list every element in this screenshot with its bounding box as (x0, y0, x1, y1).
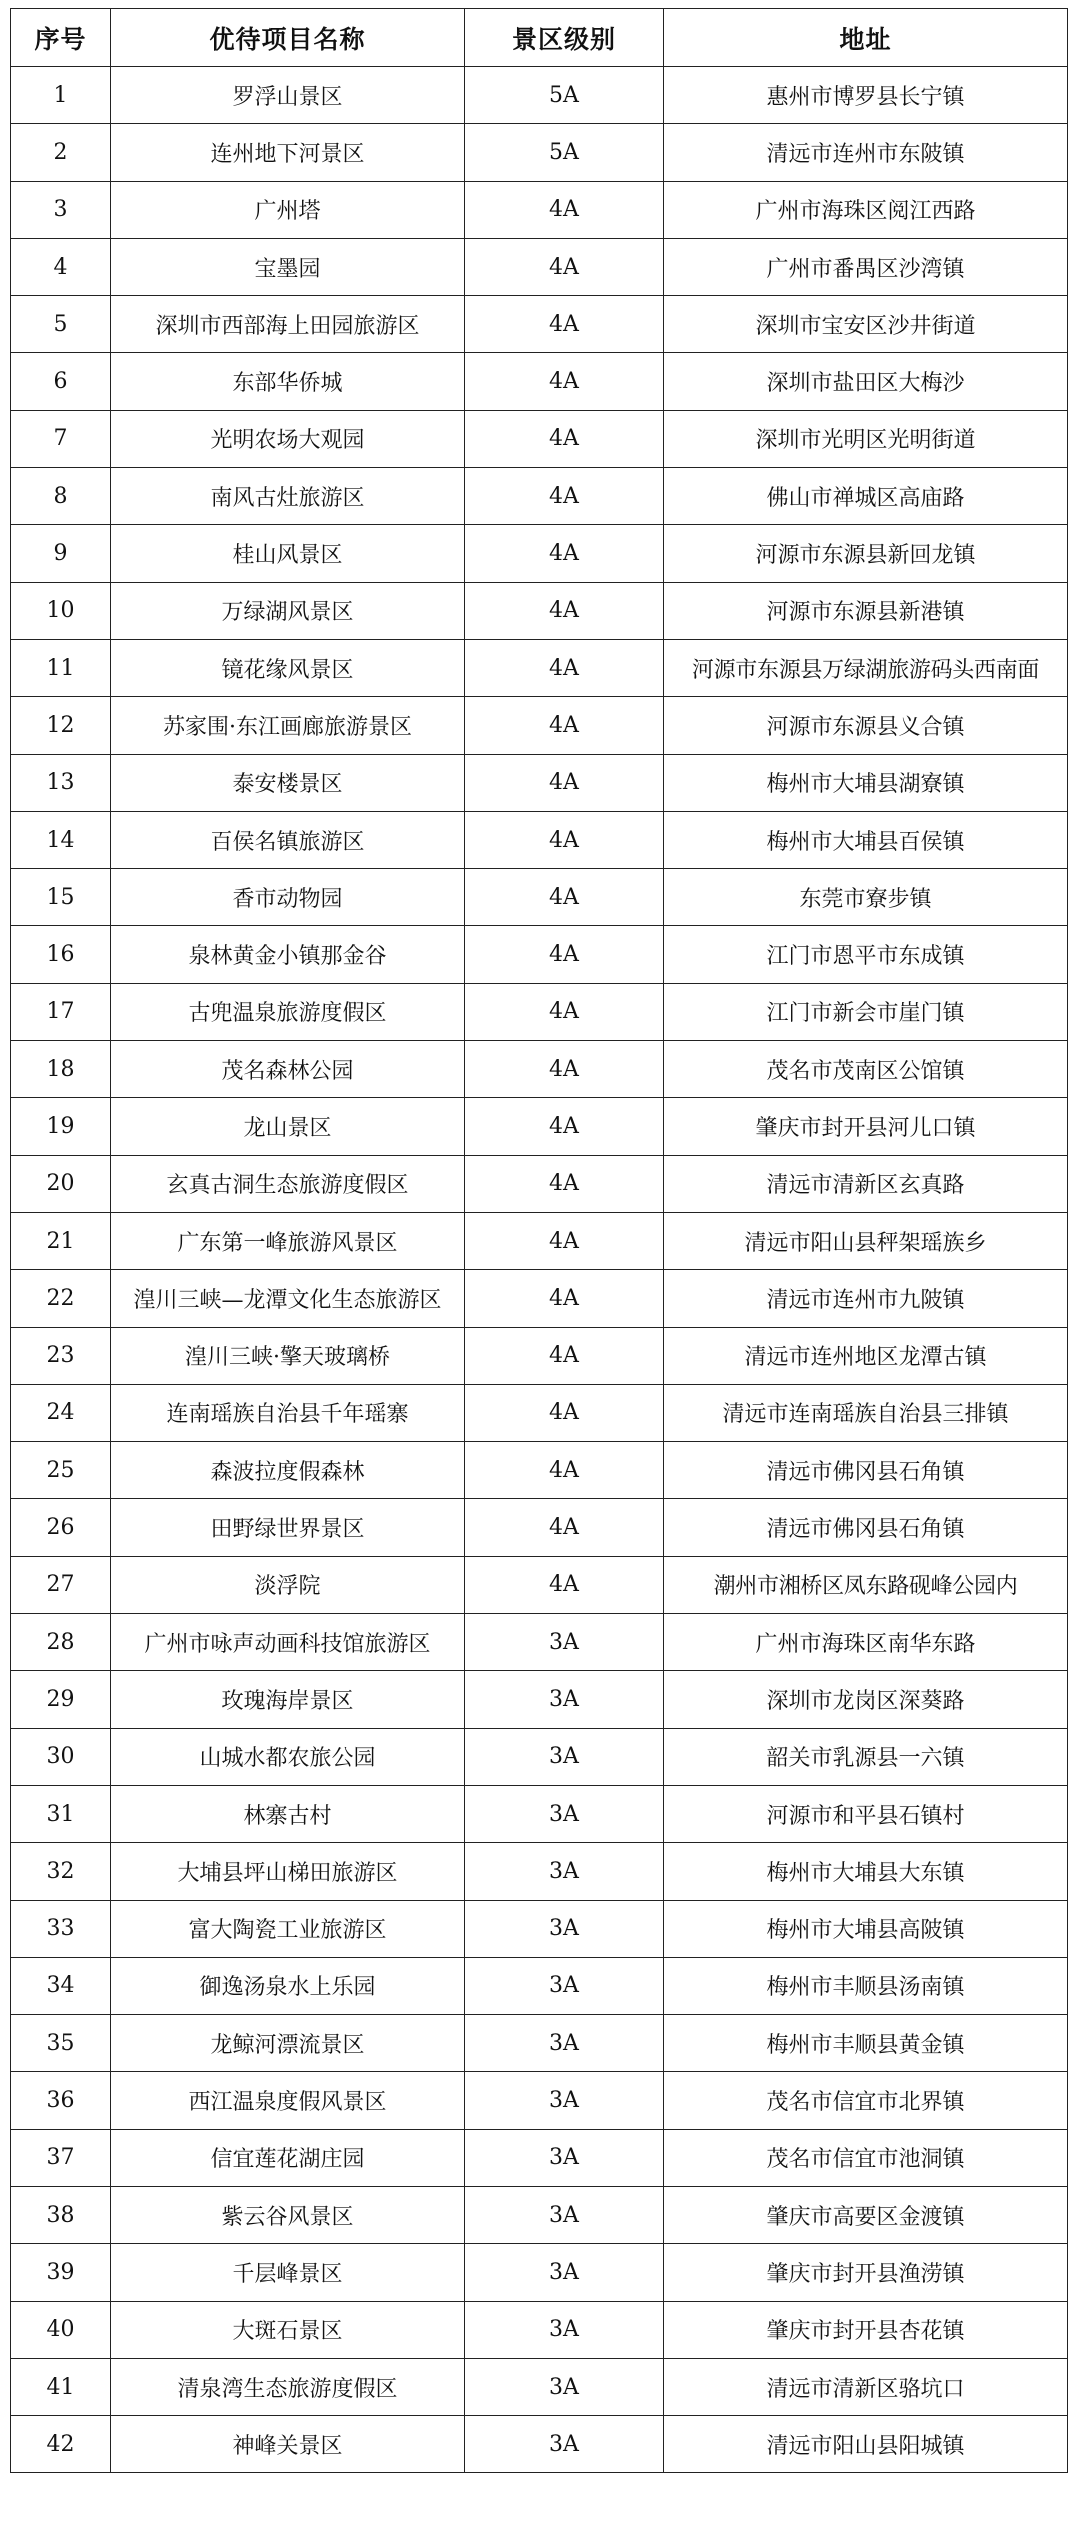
table-row (11, 1614, 1068, 1671)
cell-index: 11 (11, 639, 111, 696)
cell-index: 38 (11, 2186, 111, 2243)
table-row (11, 238, 1068, 295)
cell-level: 4A (465, 238, 664, 295)
cell-index: 2 (11, 124, 111, 181)
cell-name: 罗浮山景区 (111, 67, 465, 124)
cell-address: 深圳市光明区光明街道 (664, 410, 1068, 467)
cell-index: 37 (11, 2129, 111, 2186)
cell-level: 4A (465, 983, 664, 1040)
cell-name: 茂名森林公园 (111, 1041, 465, 1098)
header-name: 优待项目名称 (111, 9, 465, 67)
cell-address: 茂名市茂南区公馆镇 (664, 1041, 1068, 1098)
cell-name: 玫瑰海岸景区 (111, 1671, 465, 1728)
cell-address: 梅州市大埔县高陂镇 (664, 1900, 1068, 1957)
cell-level: 5A (465, 67, 664, 124)
cell-index: 20 (11, 1155, 111, 1212)
cell-address: 肇庆市封开县杏花镇 (664, 2301, 1068, 2358)
cell-name: 大埔县坪山梯田旅游区 (111, 1843, 465, 1900)
cell-address: 惠州市博罗县长宁镇 (664, 67, 1068, 124)
cell-name: 镜花缘风景区 (111, 639, 465, 696)
cell-index: 22 (11, 1270, 111, 1327)
cell-index: 26 (11, 1499, 111, 1556)
cell-address: 河源市和平县石镇村 (664, 1785, 1068, 1842)
cell-address: 清远市佛冈县石角镇 (664, 1499, 1068, 1556)
cell-name: 紫云谷风景区 (111, 2186, 465, 2243)
table-row (11, 1556, 1068, 1613)
cell-address: 肇庆市高要区金渡镇 (664, 2186, 1068, 2243)
cell-index: 14 (11, 811, 111, 868)
cell-name: 古兜温泉旅游度假区 (111, 983, 465, 1040)
cell-index: 40 (11, 2301, 111, 2358)
cell-index: 1 (11, 67, 111, 124)
cell-name: 大斑石景区 (111, 2301, 465, 2358)
cell-name: 香市动物园 (111, 869, 465, 926)
table-row (11, 2015, 1068, 2072)
cell-index: 15 (11, 869, 111, 926)
cell-name: 淡浮院 (111, 1556, 465, 1613)
cell-index: 6 (11, 353, 111, 410)
table-row (11, 1442, 1068, 1499)
table-row (11, 468, 1068, 525)
cell-address: 东莞市寮步镇 (664, 869, 1068, 926)
cell-index: 10 (11, 582, 111, 639)
header-index: 序号 (11, 9, 111, 67)
cell-level: 3A (465, 2301, 664, 2358)
cell-name: 龙山景区 (111, 1098, 465, 1155)
table-row (11, 983, 1068, 1040)
cell-index: 25 (11, 1442, 111, 1499)
cell-level: 4A (465, 353, 664, 410)
cell-name: 南风古灶旅游区 (111, 468, 465, 525)
cell-address: 肇庆市封开县渔涝镇 (664, 2244, 1068, 2301)
table-row (11, 811, 1068, 868)
cell-level: 3A (465, 1843, 664, 1900)
cell-index: 23 (11, 1327, 111, 1384)
cell-index: 31 (11, 1785, 111, 1842)
table-row (11, 639, 1068, 696)
cell-level: 4A (465, 1327, 664, 1384)
cell-level: 3A (465, 1728, 664, 1785)
cell-name: 桂山风景区 (111, 525, 465, 582)
cell-address: 清远市清新区骆坑口 (664, 2358, 1068, 2415)
cell-address: 茂名市信宜市北界镇 (664, 2072, 1068, 2129)
cell-index: 32 (11, 1843, 111, 1900)
cell-level: 5A (465, 124, 664, 181)
cell-address: 韶关市乳源县一六镇 (664, 1728, 1068, 1785)
cell-name: 广东第一峰旅游风景区 (111, 1212, 465, 1269)
cell-address: 茂名市信宜市池洞镇 (664, 2129, 1068, 2186)
cell-address: 深圳市龙岗区深葵路 (664, 1671, 1068, 1728)
cell-name: 森波拉度假森林 (111, 1442, 465, 1499)
cell-index: 42 (11, 2416, 111, 2473)
cell-address: 江门市恩平市东成镇 (664, 926, 1068, 983)
cell-level: 4A (465, 1499, 664, 1556)
cell-level: 3A (465, 2358, 664, 2415)
cell-name: 信宜莲花湖庄园 (111, 2129, 465, 2186)
cell-level: 3A (465, 2244, 664, 2301)
cell-name: 万绿湖风景区 (111, 582, 465, 639)
cell-level: 4A (465, 296, 664, 353)
cell-address: 肇庆市封开县河儿口镇 (664, 1098, 1068, 1155)
cell-index: 7 (11, 410, 111, 467)
cell-address: 河源市东源县万绿湖旅游码头西南面 (664, 639, 1068, 696)
cell-address: 广州市番禺区沙湾镇 (664, 238, 1068, 295)
cell-name: 深圳市西部海上田园旅游区 (111, 296, 465, 353)
cell-index: 9 (11, 525, 111, 582)
cell-level: 3A (465, 2129, 664, 2186)
cell-index: 34 (11, 1957, 111, 2014)
cell-level: 4A (465, 181, 664, 238)
cell-index: 24 (11, 1384, 111, 1441)
cell-index: 16 (11, 926, 111, 983)
cell-level: 4A (465, 754, 664, 811)
cell-address: 清远市连州市东陂镇 (664, 124, 1068, 181)
table-row (11, 2186, 1068, 2243)
cell-level: 3A (465, 1957, 664, 2014)
cell-index: 5 (11, 296, 111, 353)
cell-name: 玄真古洞生态旅游度假区 (111, 1155, 465, 1212)
cell-address: 清远市佛冈县石角镇 (664, 1442, 1068, 1499)
cell-level: 4A (465, 1270, 664, 1327)
table-row (11, 1270, 1068, 1327)
table-row (11, 1327, 1068, 1384)
cell-address: 佛山市禅城区高庙路 (664, 468, 1068, 525)
cell-name: 连南瑶族自治县千年瑶寨 (111, 1384, 465, 1441)
table-body (11, 67, 1068, 2473)
table-row (11, 2301, 1068, 2358)
cell-index: 3 (11, 181, 111, 238)
header-level: 景区级别 (465, 9, 664, 67)
cell-name: 广州市咏声动画科技馆旅游区 (111, 1614, 465, 1671)
cell-index: 36 (11, 2072, 111, 2129)
table-row (11, 353, 1068, 410)
cell-name: 苏家围·东江画廊旅游景区 (111, 697, 465, 754)
cell-name: 西江温泉度假风景区 (111, 2072, 465, 2129)
table-row (11, 1155, 1068, 1212)
cell-index: 41 (11, 2358, 111, 2415)
cell-level: 4A (465, 525, 664, 582)
cell-address: 河源市东源县新回龙镇 (664, 525, 1068, 582)
cell-index: 8 (11, 468, 111, 525)
scenic-spot-table (10, 8, 1068, 2473)
cell-name: 御逸汤泉水上乐园 (111, 1957, 465, 2014)
cell-index: 18 (11, 1041, 111, 1098)
table-row (11, 1728, 1068, 1785)
cell-level: 4A (465, 1155, 664, 1212)
table-row (11, 1671, 1068, 1728)
cell-level: 4A (465, 1041, 664, 1098)
cell-name: 宝墨园 (111, 238, 465, 295)
table-header (11, 9, 1068, 67)
cell-level: 4A (465, 468, 664, 525)
cell-address: 清远市阳山县秤架瑶族乡 (664, 1212, 1068, 1269)
table-row (11, 869, 1068, 926)
cell-name: 湟川三峡·擎天玻璃桥 (111, 1327, 465, 1384)
cell-address: 梅州市大埔县湖寮镇 (664, 754, 1068, 811)
cell-name: 东部华侨城 (111, 353, 465, 410)
cell-address: 广州市海珠区南华东路 (664, 1614, 1068, 1671)
cell-index: 19 (11, 1098, 111, 1155)
cell-level: 3A (465, 2072, 664, 2129)
cell-address: 梅州市丰顺县汤南镇 (664, 1957, 1068, 2014)
cell-index: 30 (11, 1728, 111, 1785)
table-row (11, 1843, 1068, 1900)
cell-index: 13 (11, 754, 111, 811)
cell-address: 梅州市大埔县百侯镇 (664, 811, 1068, 868)
header-row (11, 9, 1068, 67)
cell-address: 广州市海珠区阅江西路 (664, 181, 1068, 238)
cell-name: 林寨古村 (111, 1785, 465, 1842)
cell-level: 3A (465, 1671, 664, 1728)
cell-name: 光明农场大观园 (111, 410, 465, 467)
cell-index: 4 (11, 238, 111, 295)
cell-address: 清远市连南瑶族自治县三排镇 (664, 1384, 1068, 1441)
table-row (11, 296, 1068, 353)
table-row (11, 697, 1068, 754)
cell-name: 神峰关景区 (111, 2416, 465, 2473)
header-address: 地址 (664, 9, 1068, 67)
cell-index: 27 (11, 1556, 111, 1613)
table-row (11, 2416, 1068, 2473)
cell-level: 3A (465, 2015, 664, 2072)
table-row (11, 2244, 1068, 2301)
cell-level: 4A (465, 1442, 664, 1499)
cell-name: 千层峰景区 (111, 2244, 465, 2301)
cell-level: 4A (465, 1556, 664, 1613)
cell-level: 4A (465, 582, 664, 639)
cell-index: 28 (11, 1614, 111, 1671)
cell-address: 梅州市丰顺县黄金镇 (664, 2015, 1068, 2072)
cell-address: 清远市清新区玄真路 (664, 1155, 1068, 1212)
table-row (11, 124, 1068, 181)
cell-level: 3A (465, 1785, 664, 1842)
cell-level: 4A (465, 926, 664, 983)
cell-address: 河源市东源县新港镇 (664, 582, 1068, 639)
cell-name: 泉林黄金小镇那金谷 (111, 926, 465, 983)
table-row (11, 1499, 1068, 1556)
cell-address: 深圳市宝安区沙井街道 (664, 296, 1068, 353)
cell-address: 江门市新会市崖门镇 (664, 983, 1068, 1040)
cell-level: 4A (465, 410, 664, 467)
cell-address: 清远市阳山县阳城镇 (664, 2416, 1068, 2473)
cell-name: 广州塔 (111, 181, 465, 238)
table-row (11, 2358, 1068, 2415)
cell-level: 3A (465, 2186, 664, 2243)
table-row (11, 1212, 1068, 1269)
cell-level: 4A (465, 869, 664, 926)
cell-index: 35 (11, 2015, 111, 2072)
cell-index: 12 (11, 697, 111, 754)
table-row (11, 2072, 1068, 2129)
cell-level: 3A (465, 2416, 664, 2473)
cell-level: 4A (465, 639, 664, 696)
cell-address: 深圳市盐田区大梅沙 (664, 353, 1068, 410)
cell-address: 潮州市湘桥区凤东路砚峰公园内 (664, 1556, 1068, 1613)
cell-level: 4A (465, 697, 664, 754)
cell-level: 4A (465, 1212, 664, 1269)
table-row (11, 525, 1068, 582)
table-row (11, 754, 1068, 811)
cell-level: 4A (465, 1384, 664, 1441)
table-row (11, 2129, 1068, 2186)
cell-address: 清远市连州市九陂镇 (664, 1270, 1068, 1327)
cell-address: 河源市东源县义合镇 (664, 697, 1068, 754)
cell-name: 田野绿世界景区 (111, 1499, 465, 1556)
table-row (11, 181, 1068, 238)
cell-level: 4A (465, 811, 664, 868)
cell-name: 连州地下河景区 (111, 124, 465, 181)
cell-index: 33 (11, 1900, 111, 1957)
cell-name: 泰安楼景区 (111, 754, 465, 811)
table-row (11, 1384, 1068, 1441)
table-row (11, 926, 1068, 983)
table-row (11, 1785, 1068, 1842)
cell-level: 3A (465, 1900, 664, 1957)
cell-name: 清泉湾生态旅游度假区 (111, 2358, 465, 2415)
cell-name: 百侯名镇旅游区 (111, 811, 465, 868)
table-row (11, 1041, 1068, 1098)
cell-index: 29 (11, 1671, 111, 1728)
cell-name: 富大陶瓷工业旅游区 (111, 1900, 465, 1957)
table-row (11, 67, 1068, 124)
cell-address: 清远市连州地区龙潭古镇 (664, 1327, 1068, 1384)
table-row (11, 1900, 1068, 1957)
table-row (11, 1957, 1068, 2014)
cell-level: 3A (465, 1614, 664, 1671)
cell-index: 17 (11, 983, 111, 1040)
cell-level: 4A (465, 1098, 664, 1155)
table-row (11, 410, 1068, 467)
cell-index: 39 (11, 2244, 111, 2301)
cell-address: 梅州市大埔县大东镇 (664, 1843, 1068, 1900)
cell-name: 山城水都农旅公园 (111, 1728, 465, 1785)
table-row (11, 582, 1068, 639)
cell-name: 湟川三峡—龙潭文化生态旅游区 (111, 1270, 465, 1327)
cell-index: 21 (11, 1212, 111, 1269)
table-row (11, 1098, 1068, 1155)
cell-name: 龙鲸河漂流景区 (111, 2015, 465, 2072)
